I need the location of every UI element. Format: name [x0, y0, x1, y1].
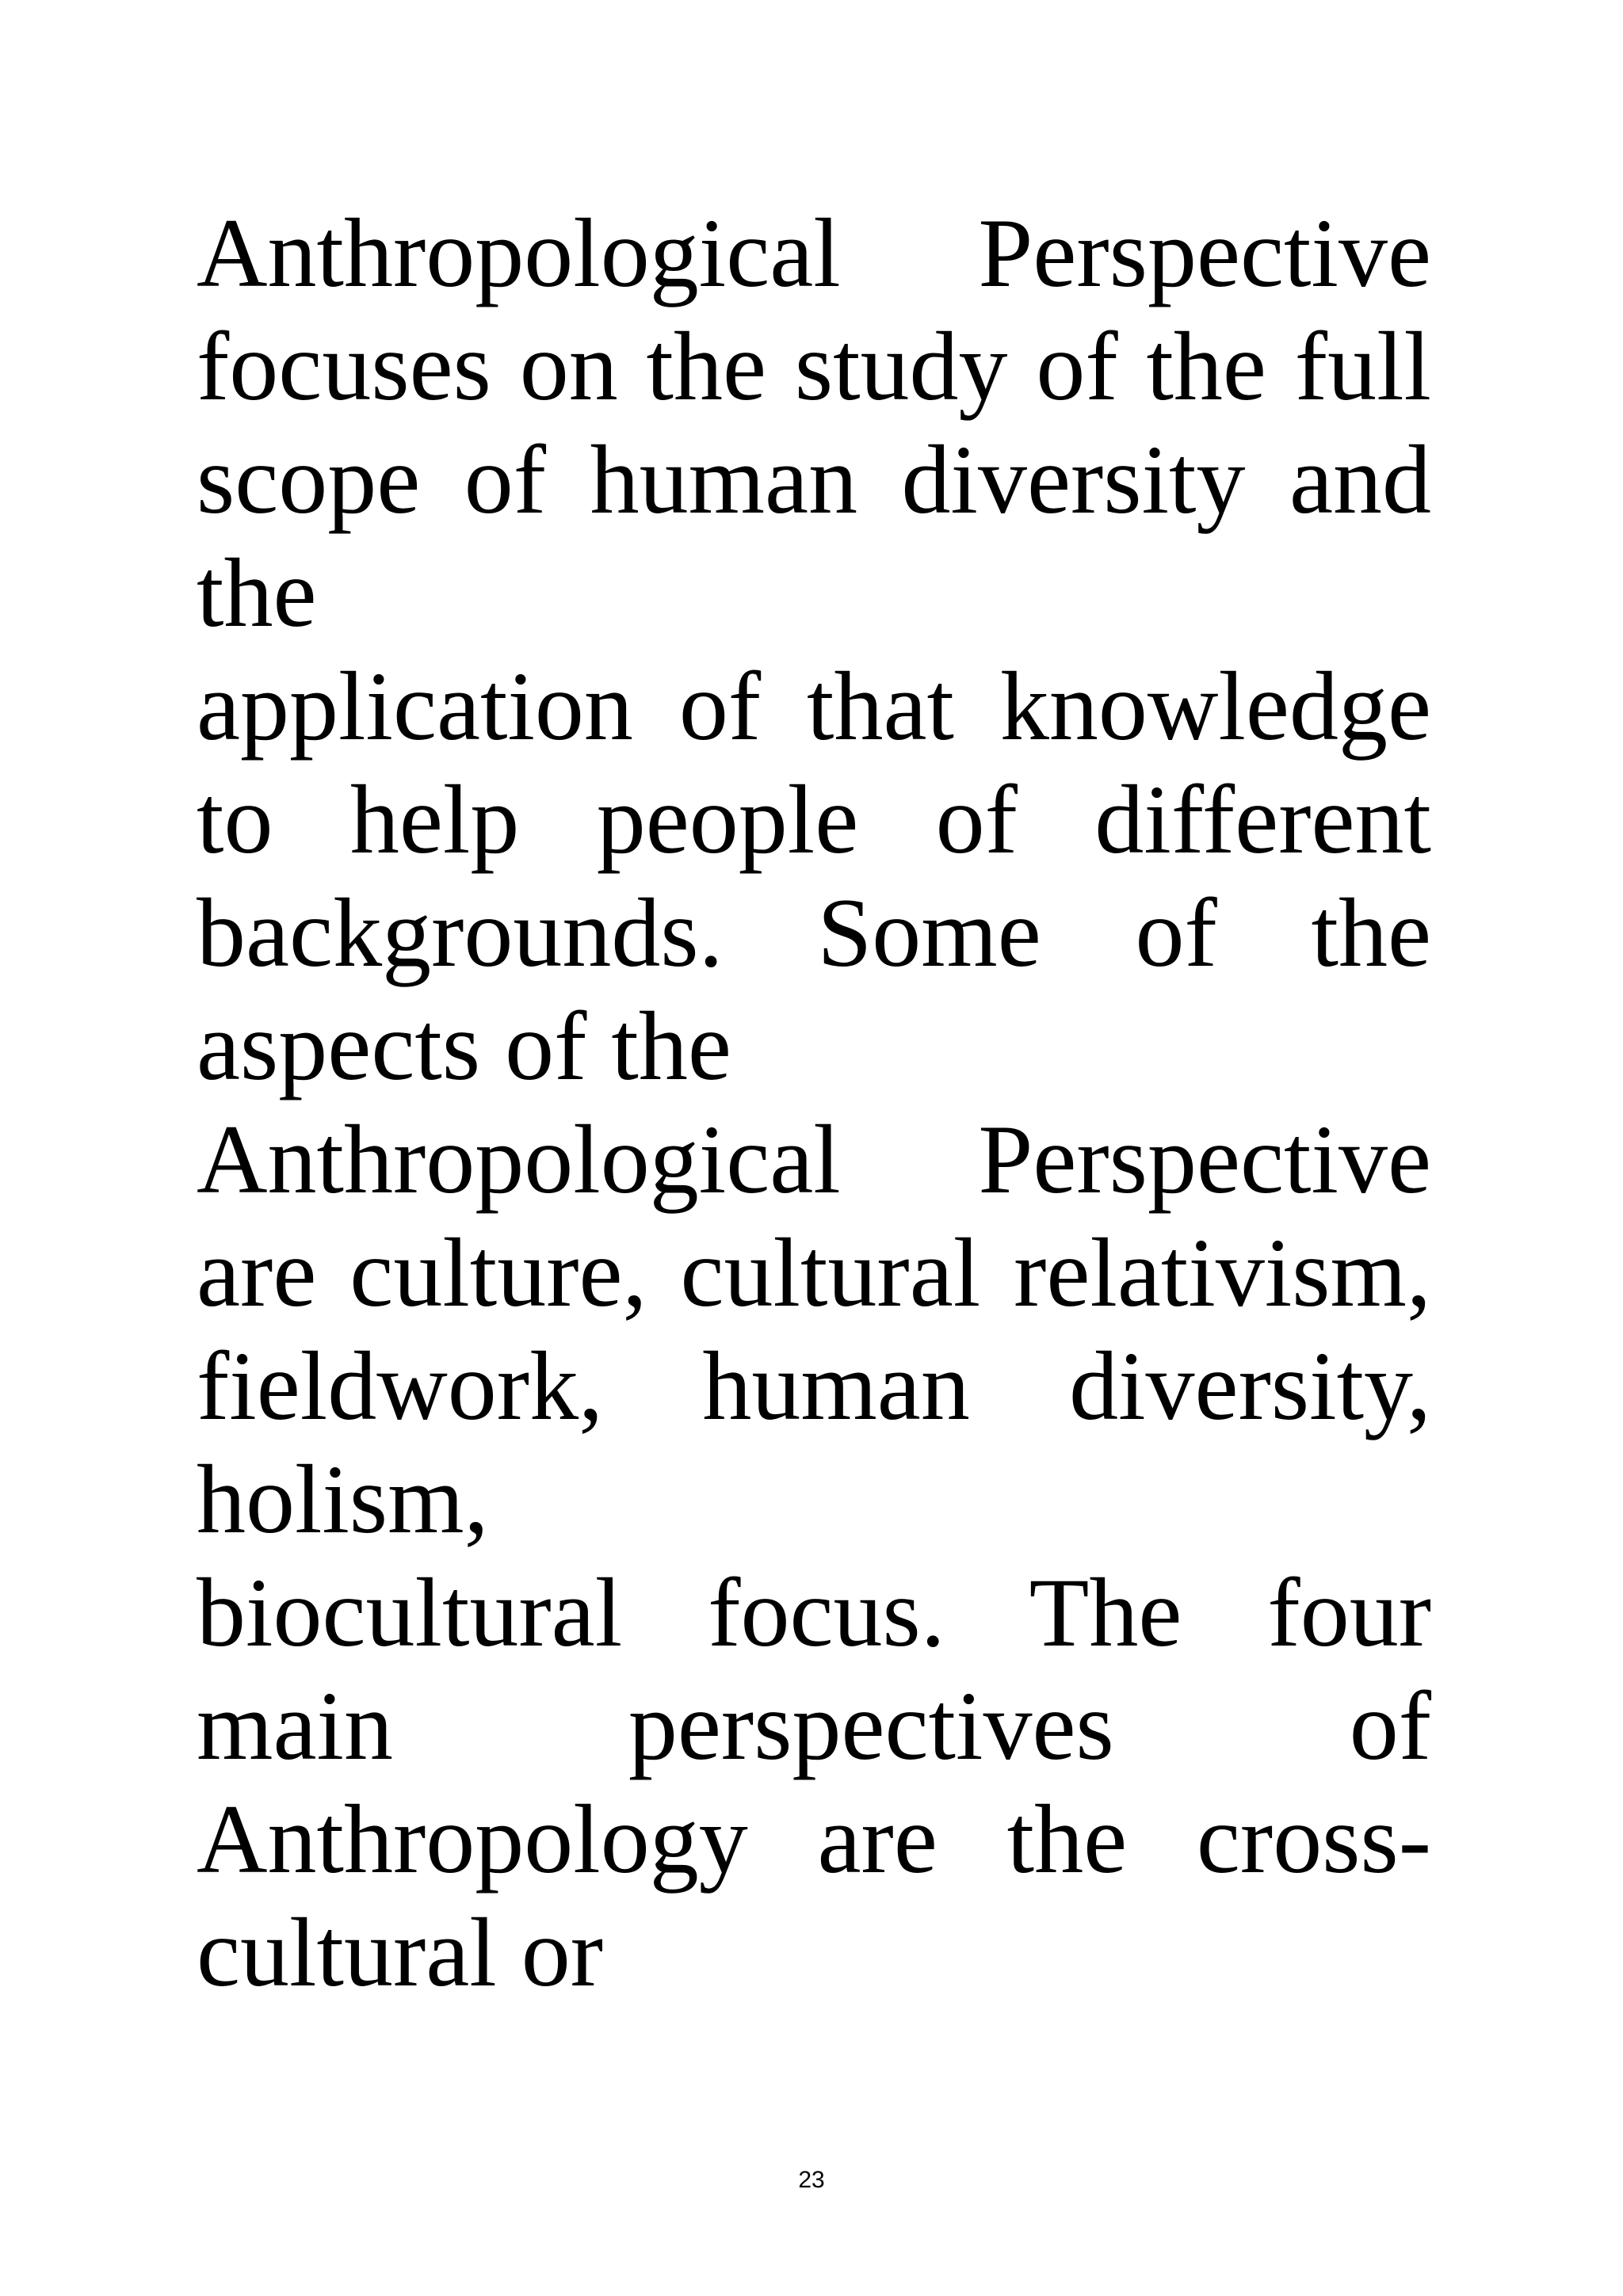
text-line: backgrounds. Some of the	[197, 879, 1431, 987]
text-line: holism,	[197, 1445, 489, 1554]
text-line: to help people of different	[197, 765, 1431, 874]
text-line: Anthropology are the cross-	[197, 1785, 1431, 1894]
text-line: scope of human diversity and	[197, 425, 1431, 534]
text-line: application of that knowledge	[197, 652, 1431, 761]
body-paragraph	[197, 196, 1431, 2009]
text-line: fieldwork, human diversity,	[197, 1332, 1431, 1440]
text-line: focuses on the study of the full	[197, 312, 1431, 421]
text-line: are culture, cultural relativism,	[197, 1219, 1431, 1327]
text-line: main perspectives of	[197, 1672, 1431, 1780]
text-line: aspects of the	[197, 992, 731, 1100]
text-line: cultural or	[197, 1898, 604, 2007]
text-line: Anthropological Perspective	[197, 199, 1431, 307]
text-line: Anthropological Perspective	[197, 1105, 1431, 1214]
text-line: the	[197, 539, 317, 647]
text-line: biocultural focus. The four	[197, 1558, 1431, 1667]
page-number: 23	[798, 2167, 825, 2193]
